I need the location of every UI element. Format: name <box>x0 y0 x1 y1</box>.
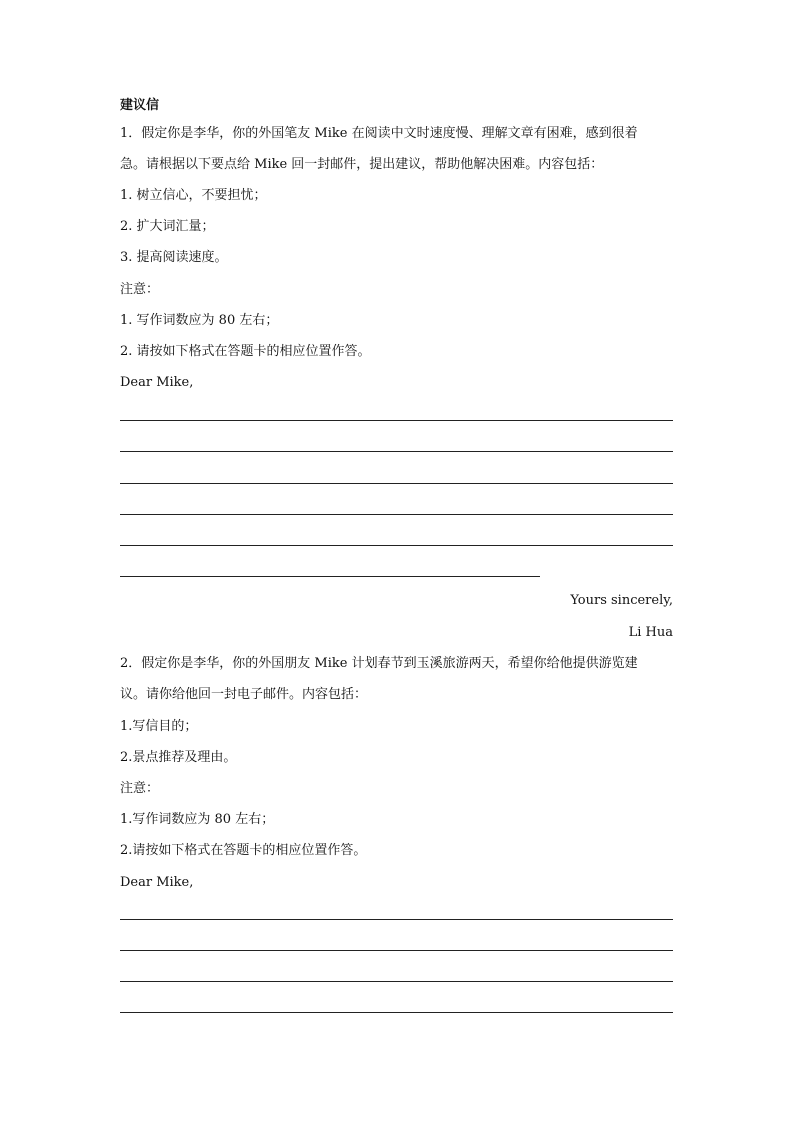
q2-answer-line <box>120 1012 673 1013</box>
q2-answer-line <box>120 950 673 951</box>
q1-answer-line <box>120 420 673 421</box>
q1-note-2: 2. 请按如下格式在答题卡的相应位置作答。 <box>120 344 371 359</box>
q2-point-1: 1.写信目的； <box>120 719 198 734</box>
q1-point-2: 2. 扩大词汇量； <box>120 219 215 234</box>
section-title: 建议信 <box>120 98 160 113</box>
q1-point-1: 1. 树立信心，不要担忧； <box>120 188 267 203</box>
q2-note-2: 2.请按如下格式在答题卡的相应位置作答。 <box>120 843 367 858</box>
q1-signature: Li Hua <box>628 625 673 640</box>
q1-answer-line <box>120 451 673 452</box>
q1-point-3: 3. 提高阅读速度。 <box>120 250 228 265</box>
q1-answer-line <box>120 545 673 546</box>
q1-answer-line-short <box>120 576 540 577</box>
q1-greeting: Dear Mike, <box>120 375 194 390</box>
q1-closing: Yours sincerely, <box>570 593 673 608</box>
q1-answer-line <box>120 514 673 515</box>
q2-answer-line <box>120 981 673 982</box>
q1-prompt-line2: 急。请根据以下要点给 Mike 回一封邮件，提出建议，帮助他解决困难。内容包括： <box>120 157 604 172</box>
q1-prompt-line1: 1．假定你是李华，你的外国笔友 Mike 在阅读中文时速度慢、理解文章有困难，感到很着 <box>120 126 638 141</box>
q2-answer-line <box>120 919 673 920</box>
q2-prompt-line1: 2．假定你是李华，你的外国朋友 Mike 计划春节到玉溪旅游两天，希望你给他提供游览建 <box>120 656 638 671</box>
q2-note-label: 注意： <box>120 781 160 796</box>
q2-note-1: 1.写作词数应为 80 左右； <box>120 812 275 827</box>
q1-answer-line <box>120 483 673 484</box>
q2-prompt-line2: 议。请你给他回一封电子邮件。内容包括： <box>120 687 368 702</box>
q2-greeting: Dear Mike, <box>120 875 194 890</box>
q2-point-2: 2.景点推荐及理由。 <box>120 750 237 765</box>
q1-note-1: 1. 写作词数应为 80 左右； <box>120 313 279 328</box>
q1-note-label: 注意： <box>120 282 160 297</box>
